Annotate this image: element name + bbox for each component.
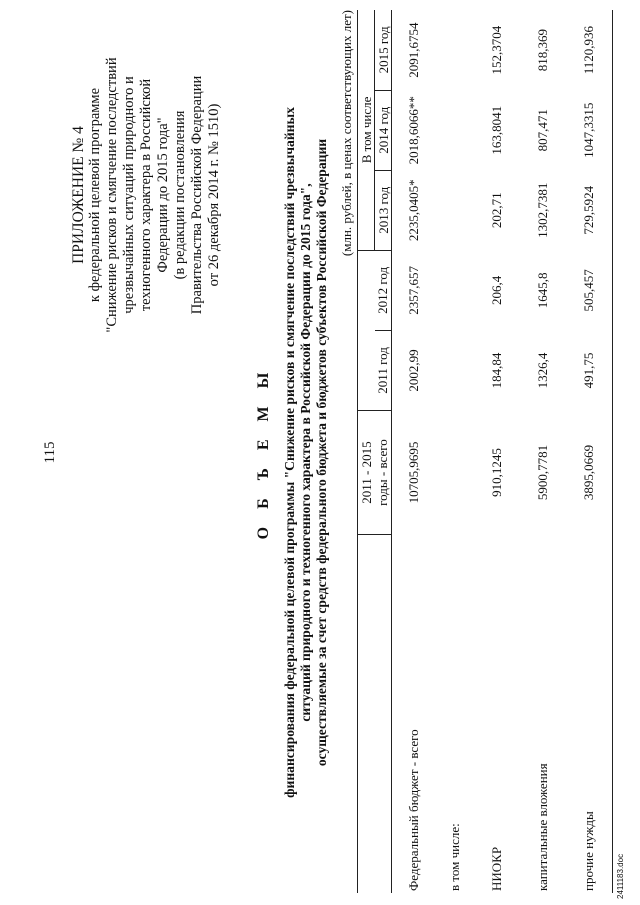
cell-value: 818,369 [535, 28, 550, 72]
row-label: Федеральный бюджет - всего [406, 729, 421, 891]
header-spacer [358, 250, 375, 330]
cell-value: 505,457 [566, 250, 613, 330]
cell-value: 10705,9695 [406, 441, 421, 504]
table-row [566, 10, 613, 893]
row-label: капитальные вложения [535, 763, 550, 891]
table-row [474, 10, 520, 893]
cell-value: 1645,8 [535, 272, 550, 309]
description-line: финансирования федеральной целевой программы "Снижение рисков и смягчение последствий чрезвычайных [282, 107, 297, 798]
row-label: НИОКР [489, 846, 504, 891]
cell-value: 5900,7781 [535, 444, 550, 501]
header-year-2012: 2012 год [375, 250, 392, 330]
header-total-years: 2011 - 2015 [358, 410, 375, 534]
cell-value: 202,71 [489, 192, 504, 229]
appendix-line: Федерации до 2015 года" [155, 117, 171, 273]
appendix-line: к федеральной целевой программе [87, 87, 103, 303]
cell-value: 152,3704 [489, 25, 504, 75]
cell-value: 1047,3315 [566, 90, 613, 170]
table-row [436, 10, 474, 893]
budget-table [357, 10, 613, 893]
header-year-2014: 2014 год [375, 90, 392, 170]
cell-value: 1120,936 [566, 10, 613, 90]
description-line: осуществляемые за счет средств федерального бюджета и бюджетов субъектов Российской Федерации [314, 138, 329, 767]
cell-value: 163,8041 [489, 105, 504, 155]
cell-value: 807,471 [535, 109, 550, 152]
page-number: 115 [42, 441, 58, 464]
cell-value: 3895,0669 [566, 410, 613, 534]
appendix-number: ПРИЛОЖЕНИЕ № 4 [70, 126, 87, 264]
cell-value: 2235,0405* [406, 179, 421, 242]
appendix-line: (в редакции постановления [172, 110, 188, 280]
description-line: ситуаций природного и техногенного характера в Российской Федерации до 2015 года", [298, 183, 313, 722]
row-label: прочие нужды [566, 535, 613, 893]
header-empty [358, 535, 375, 893]
units-note: (млн. рублей, в ценах соответствующих лет) [339, 10, 354, 257]
cell-value: 2002,99 [406, 349, 421, 392]
cell-value: 206,4 [489, 275, 504, 305]
document-description [282, 0, 330, 905]
cell-value: 2357,657 [406, 266, 421, 315]
header-year-2015: 2015 год [375, 10, 392, 90]
appendix-line: чрезвычайных ситуаций природного и [121, 76, 137, 314]
table-row [520, 10, 566, 893]
header-year-2011: 2011 год [375, 330, 392, 410]
cell-value: 1326,4 [535, 352, 550, 389]
header-including: В том числе [358, 10, 375, 250]
appendix-block [70, 15, 223, 375]
appendix-line: техногенного характера в Российской [138, 78, 154, 312]
header-year-2013: 2013 год [375, 170, 392, 250]
cell-value: 729,5924 [566, 170, 613, 250]
table-row [392, 10, 437, 893]
document-title: О Б Ъ Е М Ы [255, 365, 272, 540]
cell-value: 491,75 [566, 330, 613, 410]
appendix-line: от 26 декабря 2014 г. № 1510) [206, 103, 222, 287]
row-label: в том числе: [447, 823, 462, 891]
appendix-line: Правительства Российской Федерации [189, 75, 205, 315]
cell-value: 2018,6066** [406, 96, 421, 165]
document-reference: 2411183.doc [616, 853, 625, 899]
header-spacer [358, 330, 375, 410]
cell-value: 184,84 [489, 352, 504, 389]
appendix-line: "Снижение рисков и смягчение последствий [104, 57, 120, 333]
cell-value: 910,1245 [489, 448, 504, 497]
header-total-label: годы - всего [375, 410, 392, 534]
cell-value: 1302,7381 [535, 182, 550, 238]
header-empty [375, 535, 392, 893]
cell-value: 2091,6754 [406, 22, 421, 78]
